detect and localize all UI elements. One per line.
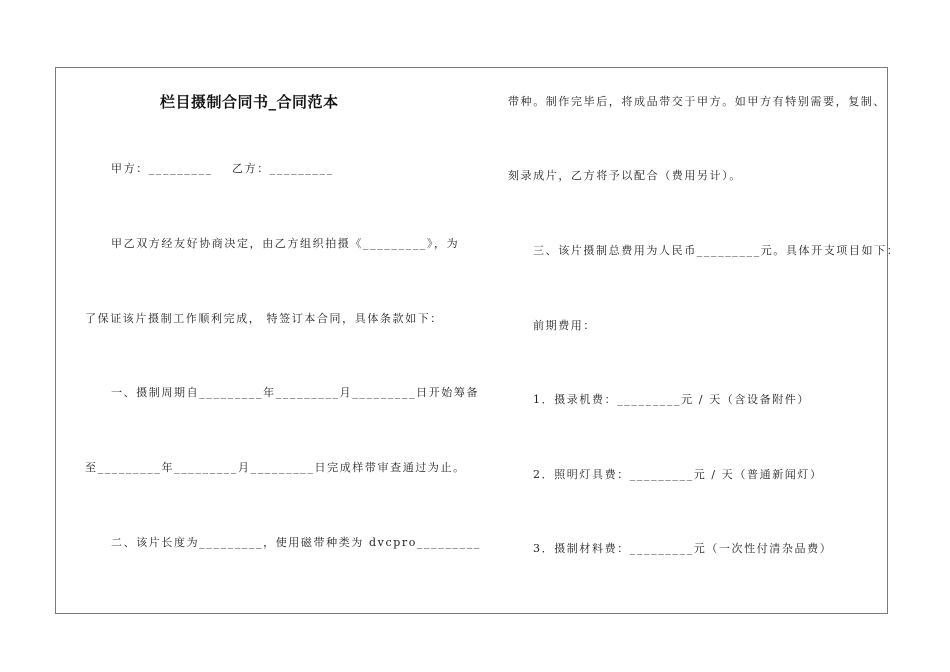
page-frame — [55, 67, 888, 614]
intro-paragraph-line2: 了保证该片摄制工作顺利完成， 特签订本合同，具体条款如下： — [85, 312, 443, 325]
intro-paragraph-line1: 甲乙双方经友好协商决定，由乙方组织拍摄《_________》，为 — [111, 237, 460, 250]
pre-costs-label: 前期费用： — [533, 319, 596, 332]
clause-2-line1: 二、该片长度为_________，使用磁带种类为 dvcpro_________ — [111, 536, 481, 549]
cost-item-camera: 1．摄录机费：_________元 / 天（含设备附件） — [533, 393, 810, 406]
cost-item-lighting: 2．照明灯具费：_________元 / 天（普通新闻灯） — [533, 468, 823, 481]
cost-item-materials: 3．摄制材料费：_________元（一次性付清杂品费） — [533, 542, 833, 555]
clause-1-line2: 至_________年_________月_________日完成样带审查通过为止。 — [85, 461, 466, 474]
document-title: 栏目摄制合同书_合同范本 — [160, 93, 339, 111]
clause-2-line2: 带种。制作完毕后，将成品带交于甲方。如甲方有特别需要，复制、 — [508, 95, 886, 108]
clause-1-line1: 一、摄制周期自_________年_________月_________日开始筹备 — [111, 386, 480, 399]
clause-2-line3: 刻录成片，乙方将予以配合（费用另计）。 — [508, 169, 742, 182]
clause-3: 三、该片摄制总费用为人民币_________元。具体开支项目如下： — [533, 244, 900, 257]
party-a-field: 甲方：_________ — [111, 162, 213, 175]
party-b-field: 乙方：_________ — [232, 162, 334, 175]
